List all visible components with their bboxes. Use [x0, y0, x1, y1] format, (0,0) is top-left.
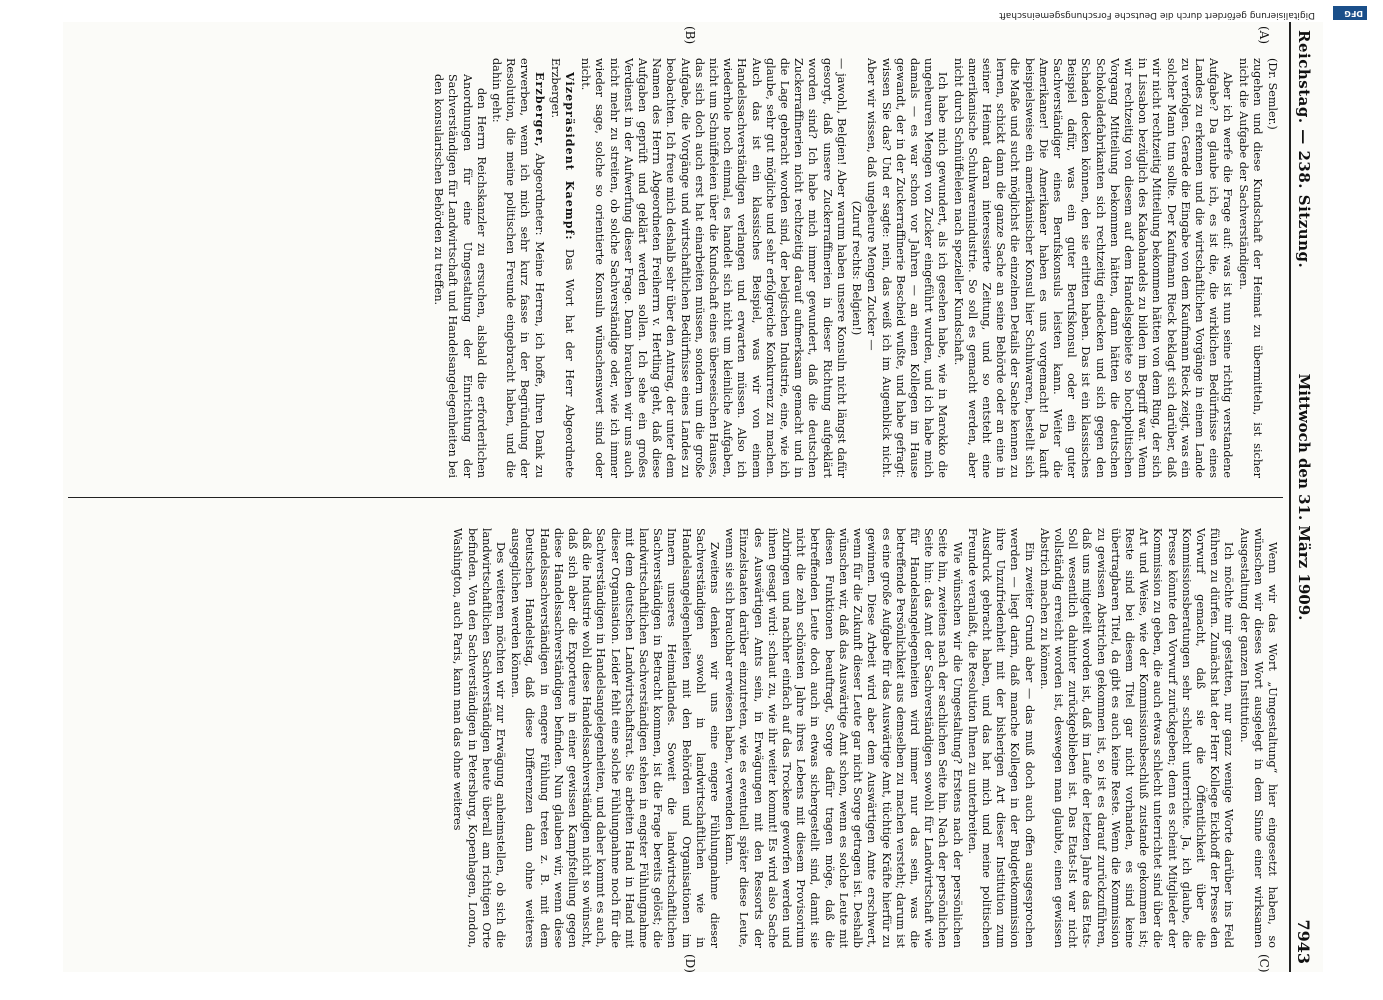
right-column — [69, 528, 1279, 948]
paragraph: Ich habe mich gewundert, als ich gesehen habe, wie in Marokko die ungeheuren Mengen von Zucker eingeführt wurden, und ich habe mich damals — es war schon vor Jahren — an einen Kollegen im Hause gewandt, der in der Zuckerraffinerie Bescheid wußte, und habe gefragt: wissen Sie das? Und er sagte: nein, das weiß ich im Augenblick nicht. Aber wir wissen, daß ungeheure Mengen Zucker — — [865, 58, 950, 478]
speaker-text: Das Wort hat der Herr Abgeordnete Erzberger. — [548, 58, 577, 478]
paragraph: Ein zweiter Grund aber — das muß doch auch offen ausgesprochen werden — liegt darin, daß manche Kollegen in der Budgetkommission ihre Unzufriedenheit mit der bisherigen Art dieser Institution zum Ausdruck gebracht haben, und das hat mich und meine politischen Freunde veranlaßt, die Resolution Ihnen zu unterbreiten. — [965, 528, 1036, 948]
dfg-logo: DFG — [1333, 6, 1367, 20]
column-rule — [68, 497, 1283, 498]
erzberger-line — [489, 58, 547, 478]
margin-marker-a: (A) — [1257, 26, 1271, 45]
resolution-text: den Herrn Reichskanzler zu ersuchen, alsbald die erforderlichen Anordnungen für eine Umgestaltung der Einrichtung der Sachverständigen für Landwirtschaft und Handelsangelegenheiten bei den konsularischen Behörden zu treffen. — [432, 74, 488, 478]
speaker-reference: (Dr. Semler.) — [1266, 58, 1279, 130]
paragraph: Ich möchte mir gestatten, nur ganz wenige Worte darüber ins Feld führen zu dürfen. Zunächst hat der Herr Kollege Eickhoff der Presse den Vorwurf gemacht, daß sie die Öffentlichkeit über die Kommissionsberatungen sehr schlecht unterrichte. Ja, ich glaube, die Presse könnte den Vorwurf zurückgeben; denn es scheint Mitglieder der Kommission zu geben, die auch etwas schlecht unterrichtet sind über die Art und Weise, wie der Kommissionsbeschluß zustande gekommen ist; Reste sind bei diesem Titel gar nicht vorhanden, es sind keine übertragbaren Titel, da gibt es auch keine Reste. Wenn die Kommission zu gewissen Abstrichen gekommen ist, so ist es darauf zurückzuführen, daß uns mitgeteilt worden ist, daß im Laufe der letzten Jahre das Etats-Soll wesentlich dahinter zurückgeblieben ist. Das Etats-Ist war nicht vollständig erreicht worden ist, deswegen man glaubte, einen gewissen Abstrich machen zu können. — [1037, 528, 1236, 948]
paragraph: zugehen und diese Kundschaft der Heimat zu übermitteln, ist sicher nicht die Aufgabe der Sachverständigen. — [1236, 58, 1264, 478]
paragraph: Wie wünschen wir die Umgestaltung? Erstens nach der persönlichen Seite hin, zweitens nach der sachlichen Seite hin. Nach der persönlichen Seite hin: das Amt der Sachverständigen sowohl für Landwirtschaft wie für Handelsangelegenheiten wird immer nur das sein, was die betreffende Persönlichkeit aus demselben zu machen versteht; darum ist es eine große Aufgabe für das Auswärtige Amt, tüchtige Kräfte hierfür zu gewinnen. Diese Arbeit wird aber dem Auswärtigen Amte erschwert, wenn für die Zukunft dieser Leute gar nicht Sorge getragen ist. Deshalb wünschen wir, daß das Auswärtige Amt schon, wenn es solche Leute mit diesen Funktionen beauftragt, Sorge dafür tragen möge, daß die betreffenden Leute doch auch in etwas sichergestellt sind, damit sie nicht die zehn schönsten Jahre ihres Lebens mit diesem Provisorium zubringen und nachher einfach auf das Trockene geworfen werden und ihnen gesagt wird: schaut zu, wie ihr weiter kommt! Es wird also Sache des Auswärtigen Amts sein, in Erwägungen mit den Ressorts der Einzelstaaten darüber einzutreten, wie es eventuell später diese Leute, wenn sie sich brauchbar erwiesen haben, verwenden kann. — [723, 528, 964, 948]
margin-marker-c: (C) — [1257, 954, 1271, 973]
speaker-text: Abgeordneter: Meine Herren, ich hoffe, Ihren Dank zu erwerben, wenn ich mich sehr kurz fasse in der Begründung der Resolution, die meine politischen Freunde eingebracht haben, und die dahin geht: — [490, 58, 546, 478]
page-header — [1289, 22, 1323, 972]
margin-marker-d: (D) — [683, 954, 697, 973]
paragraph: — jawohl, Belgien! Aber warum haben unsere Konsuln nicht längst dafür gesorgt, daß unsere Zuckerraffinerien in dieser Richtung aufgeklärt worden sind? Ich habe mich immer gewundert, daß die deutschen Zuckerraffinerien nicht rechtzeitig darauf aufmerksam gemacht und in die Lage gebracht worden sind, der belgischen Industrie, eine, wie ich glaube, sehr gut mögliche und sehr erfolgreiche Konkurrenz zu machen. Auch das ist ein klassisches Beispiel, was wir von einem Handelssachverständigen verlangen und erwarten müssen. Also ich wiederhole noch einmal, es handelt sich nicht um kleinliche Aufgaben, nicht um Schnüffeleien über die Kundschaft eines überseeischen Hauses, das sich doch auch erst hat einarbeiten müssen, sondern um die große Aufgabe, die Vorgänge und wirtschaftlichen Bedürfnisse eines Landes zu beobachten. Ich freue mich deshalb sehr über den Antrag, der unter dem Namen des Herrn Abgeordneten Freiherrn v. Hertling geht, daß diese Aufgaben geprüft und geklärt werden sollen. Ich sehe ein großes Verdienst in der Aufwerfung dieser Frage. Dann brauchen wir uns auch nicht mehr zu streiten, ob solche Sachverständige oder, wie ich immer wieder sage, solche so orientierte Konsuln wünschenswert sind oder nicht. — [579, 58, 848, 478]
interjection: (Zuruf rechts: Belgien!) — [850, 200, 864, 336]
document-page — [63, 9, 1363, 973]
left-column — [69, 58, 1279, 478]
vizepraesident-line — [548, 58, 577, 478]
margin-marker-b: (B) — [683, 26, 697, 45]
page-number: 7943 — [1294, 919, 1313, 964]
speaker-name: Vizepräsident Kaempf: — [563, 72, 578, 241]
speaker-name: Erzberger, — [532, 72, 547, 148]
watermark-text: Digitalisierung gefördert durch die Deutsche Forschungsgemeinschaft — [999, 10, 1315, 20]
paragraph: Aber ich werfe die Frage auf: was ist nun seine richtig verstandene Aufgabe? Da glaube ich, es ist die, die wirklichen Bedürfnisse eines Landes zu erkennen und die wirtschaftlichen Vorgänge in einem Lande zu verfolgen. Gerade die Eingabe von dem Kaufmann Rieck zeigt, was ein solcher Mann tun sollte. Der Kaufmann Rieck beklagt sich darüber, daß wir nicht rechtzeitig Mitteilung bekommen hätten von dem Ring, der sich in Lissabon bezüglich des Kakaohandels zu bilden im Begriff war. Wenn wir rechtzeitig von diesem auf dem Handelsgebiete so hochpolitischen Vorgang Mitteilung bekommen hätten, dann hätten die deutschen Schokoladefabrikanten sich rechtzeitig eindecken und sich gegen den Schaden decken können, den sie erlitten haben. Das ist ein klassisches Beispiel dafür, was ein guter Berufskonsul oder ein guter Sachverständiger eines Berufskonsuls leisten kann. Weiter die Amerikaner! Die Amerikaner haben es uns vorgemacht! Da kauft beispielsweise ein amerikanischer Konsul hier Schuhwaren, bestellt sich die Maße und sucht möglichst die einzelnen Details der Sache kennen zu lernen, schickt dann die ganze Sache an seine Behörde oder an eine in seiner Heimat daran interessierte Zeitung, und so entsteht eine amerikanische Schuhwarenindustrie. So soll es gemacht werden, aber nicht durch Schnüffeleien nach spezieller Kundschaft. — [951, 58, 1235, 478]
header-rule — [1289, 22, 1291, 972]
header-session: Reichstag. — 238. Sitzung. — [1295, 30, 1313, 269]
paragraph: Zweitens denken wir uns eine engere Fühlungnahme dieser Sachverständigen sowohl in landwirtschaftlichen wie in Handelsangelegenheiten mit den Behörden und Organisationen im Innern unseres Heimatlandes. Soweit die landwirtschaftlichen Sachverständigen in Betracht kommen, ist die Frage bereits gelöst; die landwirtschaftlichen Sachverständigen stehen in engster Fühlungnahme mit dem deutschen Landwirtschaftsrat. Sie arbeiten Hand in Hand mit dieser Organisation. Leider fehlt eine solche Fühlungnahme noch für die Sachverständigen in Handelsangelegenheiten, und daher kommt es auch, daß die Industrie wohl diese Handelssachverständigen nicht so wünscht, daß sich aber die Exporteure in einer gewissen Kampfstellung gegen diese Handelssachverständigen befinden. Nun glauben wir, wenn diese Handelssachverständigen in engere Fühlung treten z. B. mit dem Deutschen Handelstag, daß diese Differenzen dann ohne weiteres ausgeglichen werden können. — [509, 528, 722, 948]
paragraph: Wenn wir das Wort „Umgestaltung“ hier eingesetzt haben, so wünschen wir dieses Wort ausgelegt in dem Sinne einer wirksamen Ausgestaltung der ganzen Institution. — [1237, 528, 1279, 948]
paragraph: Des weiteren möchten wir zur Erwägung anheimstellen, ob sich die landwirtschaftlichen Sachverständigen heute überall am richtigen Orte befinden. Von den Sachverständigen in Petersburg, Kopenhagen, London, Washington, auch Paris, kann man das ohne weiteres — [451, 528, 508, 948]
header-date: Mittwoch den 31. März 1909. — [1295, 373, 1313, 621]
watermark — [63, 8, 1323, 22]
